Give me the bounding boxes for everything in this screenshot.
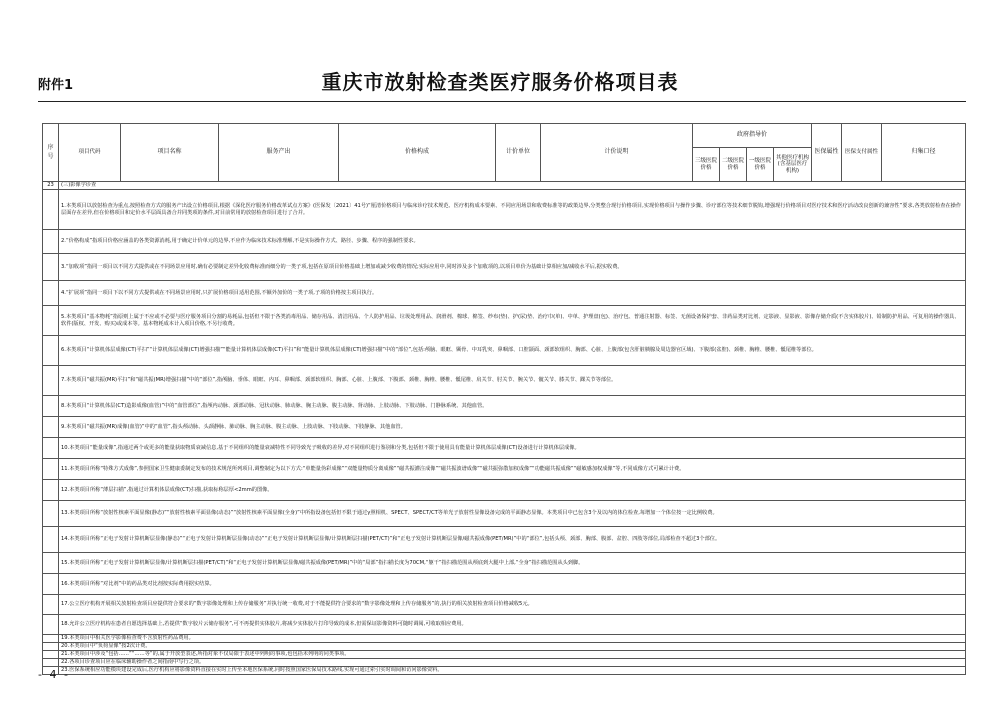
note-text: 14.本类项目所称“正电子发射计算机断层显像(静态)”“正电子发射计算机断层显像(动态)”“正电子发射计算机断层显像/计算机断层扫描(PET/CT)”和“正电子发射计算机断层显像/磁共振成像(PET/MR)”中的“部位”,包括头颅、颈部、胸部、腹部、盆腔、四肢等部位,局部检查不超过3个部位。 — [59, 527, 966, 553]
note-row — [43, 480, 966, 501]
note-text: 11.本类项目所称“特殊方式成像”,参照国家卫生健康委制定发布的技术规范所列项目,调整制定为以下方式:“单能量伪彩成像”“双能量物质分离成像”“磁共振灌注成像”“磁共振波谱成像”“磁共振弥散加权成像”“功能磁共振成像”“磁敏感加权成像”等,不同成像方式可累计计费。 — [59, 459, 966, 480]
note-row — [43, 396, 966, 417]
note-text: 21.本类项目中涉及“包括……”“……等”的,属于开放型表述,所指对象不仅局限于表述中列明的事项,也包括未列明的同类事项。 — [59, 651, 966, 659]
note-text: 13.本类项目所称“放射性核素平面显像(静态)”“放射性核素平面显像(动态)”“放射性核素平面显像(全身)”中所指设备包括但不限于通过γ照相机、SPECT、SPECT/CT等单光子放射性显像设备完成的平面静态显像。本类项目中已包含3个及以内的体位检查,每增加一个体位按一定比例收费。 — [59, 501, 966, 527]
col-header-gov-guide-price: 政府指导价 — [693, 124, 812, 148]
note-row — [43, 306, 966, 336]
note-row — [43, 574, 966, 595]
note-text: 16.本类项目所称“对比剂”中的药品类对比剂按实际费用据实结算。 — [59, 574, 966, 595]
title-divider — [38, 101, 966, 102]
note-row — [43, 595, 966, 615]
note-text: 6.本类项目“计算机体层成像(CT)平扫”“计算机体层成像(CT)增强扫描”“能量计算机体层成像(CT)平扫”和“能量计算机体层成像(CT)增强扫描”中的“部位”,包括:颅脑、眼眶、颞骨、中耳乳突、鼻咽部、口腔颌面、颈部软组织、胸部、心脏、上腹部(包含肝脏胰腺及周边器官区域)、下腹部(盆腔)、颈椎、胸椎、腰椎、骶尾椎等部位。 — [59, 336, 966, 366]
note-text: 9.本类项目“磁共振(MR)成像(血管)”中的“血管”,指头颅动脉、头颈静脉、肺动脉、胸主动脉、腹主动脉、上肢动脉、下肢动脉、下肢静脉、其他血管。 — [59, 417, 966, 438]
note-row — [43, 651, 966, 659]
note-row — [43, 615, 966, 635]
col-header-other: 其他医疗机构(含基层医疗机构) — [774, 148, 812, 182]
note-row — [43, 527, 966, 553]
note-text: 7.本类项目“磁共振(MR)平扫”和“磁共振(MR)增强扫描”中的“部位”,指颅脑、垂体、眼眶、内耳、鼻咽部、颈部软组织、胸部、心脏、上腹部、下腹部、颈椎、胸椎、腰椎、骶尾椎、肩关节、肘关节、腕关节、髋关节、膝关节、踝关节等部位。 — [59, 366, 966, 396]
note-text: 19.本类项目中相关医学影像检查费不含放射性药品费用。 — [59, 635, 966, 643]
note-text: 18.允许公立医疗机构在患者自愿选择基础上,若提供“数字胶片云储存服务”,可不再提供实体胶片,将减少实体胶片打印导致的成本,但需保证影像资料可随时调阅,可收取相应费用。 — [59, 615, 966, 635]
col-header-level2: 二级医院价格 — [720, 148, 747, 182]
note-text: 20.本类项目中“负荷显像”按2次计费。 — [59, 643, 966, 651]
col-header-content: 服务产出 — [219, 124, 339, 182]
note-row — [43, 254, 966, 281]
section-row — [43, 182, 966, 190]
note-row — [43, 667, 966, 675]
note-row — [43, 643, 966, 651]
col-header-seq: 序号 — [43, 124, 59, 182]
page-title: 重庆市放射检查类医疗服务价格项目表 — [321, 70, 679, 94]
section-label: (三)影像学诊查 — [59, 182, 966, 190]
note-row — [43, 336, 966, 366]
note-row — [43, 230, 966, 254]
attachment-label: 附件1 — [38, 78, 74, 93]
section-seq: 23 — [43, 182, 59, 190]
note-text: 23.医保系统相应功能模块建设完成后,医疗机构应将影像资料直接在实时上传至本地医保系统,同时按照国家医保局技术路线,实现可通过索引实时调阅和访问影像资料。 — [59, 667, 966, 675]
note-row — [43, 281, 966, 306]
note-row — [43, 635, 966, 643]
col-header-level1: 一级医院价格 — [747, 148, 774, 182]
note-text: 8.本类项目“计算机体层(CT)造影成像(血管)”中的“血管部位”,指颅内动脉、颈部动脉、冠状动脉、肺动脉、胸主动脉、腹主动脉、肾动脉、上肢动脉、下肢动脉、门静脉系统、其他血管。 — [59, 396, 966, 417]
note-text: 3.“加收项”指同一项目以不同方式提供或在不同场景应用时,确有必要制定差异化收费标准而细分的一类子项,包括在原项目价格基础上增加或减少收费的情况;实际应用中,同时涉及多个加收项的,以项目单价为基础计算相应加/减收水平后,据实收费。 — [59, 254, 966, 281]
note-text: 2.“价格构成”指项目价格应涵盖的各类资源消耗,用于确定计价单元的边界,不应作为临床技术标准理解,不是实际操作方式、路径、步骤、程序的强制性要求。 — [59, 230, 966, 254]
col-header-description: 计价说明 — [541, 124, 693, 182]
note-row — [43, 366, 966, 396]
note-row — [43, 438, 966, 459]
note-row — [43, 190, 966, 230]
col-header-insurance: 医保属性 — [812, 124, 842, 182]
note-row — [43, 553, 966, 574]
note-row — [43, 501, 966, 527]
note-text: 12.本类项目所称“薄层扫描”,指通过计算机体层成像(CT)扫描,获取标称层厚<2mm的图像。 — [59, 480, 966, 501]
col-header-level3: 三级医院价格 — [693, 148, 720, 182]
col-header-payment: 医保支付属性 — [842, 124, 882, 182]
note-text: 10.本类项目“能量成像”,指通过两个或更多的能量获取物质衰减信息,基于不同组织的能量衰减特性不同导致光子吸收的差异,对不同组织进行鉴别和分类,包括但不限于使用具有能量计算机体层成像(CT)设备进行计算机体层成像。 — [59, 438, 966, 459]
col-header-price-composition: 价格构成 — [339, 124, 496, 182]
note-row — [43, 659, 966, 667]
note-text: 1.本类项目以放射检查为重点,按照检查方式的服务产出设立价格项目,根据《深化医疗服务价格改革试点方案》(医保发〔2021〕41号)“厘清价格项目与临床诊疗技术规范、医疗机构成本要素、不同应用场景和收费标准等的政策边界,分类整合现行价格项目,实现价格项目与操作步骤、诊疗部位等技术细节脱钩,增强现行价格项目对医疗技术和医疗活动改良创新的兼容性”要求,各类放射检查在操作层面存在差异,但在价格项目和定价水平层面具备合并同类项的条件,对目前常用的放射检查项目进行了合并。 — [59, 190, 966, 230]
col-header-name: 项目名称 — [121, 124, 219, 182]
col-header-unit: 计价单位 — [496, 124, 541, 182]
note-row — [43, 459, 966, 480]
note-text: 4.“扩展项”指同一项目下以不同方式提供或在不同场景应用时,只扩展价格项目适用范围,不额外加价的一类子项,子项的价格按主项目执行。 — [59, 281, 966, 306]
page-number: - 4 - — [38, 668, 70, 681]
note-text: 15.本类项目所称“正电子发射计算机断层显像/计算机断层扫描(PET/CT)”和“正电子发射计算机断层显像/磁共振成像(PET/MR)”中的“局部”指扫描长度为70CM,“躯干”指扫描范围从颅底到大腿中上部,“全身”指扫描范围从头到脚。 — [59, 553, 966, 574]
note-text: 22.各项目诊查项目应在临床辅助操作者之间指南中写行之项。 — [59, 659, 966, 667]
col-header-code: 项目代码 — [59, 124, 121, 182]
note-text: 17.公立医疗机构开展相关放射检查项目应提供符合要求的“数字影像处理和上传存储服务”并执行统一收费,对于不能提供符合要求的“数字影像处理和上传存储服务”的,执行的相关放射检查项目价格减收5元。 — [59, 595, 966, 615]
note-row — [43, 417, 966, 438]
note-text: 5.本类项目“基本物耗”指原则上属于不应或不必要与医疗服务项目分割的易耗品,包括但不限于各类消毒用品、储存用品、清洁用品、个人防护用品、垃圾处理用品、润滑剂、棉球、棉签、纱布(垫)、护(尿)垫、治疗巾(单)、中单、护理盘(包)、治疗包、普通注射器、标签、无菌设备保护套、非药品类对比剂、定影液、显影液、影像存储介质(不含实体胶片)、铅制防护用品、可复用的操作器具、软件(版权、开发、购买)或成本等。基本物耗成本计入项目价格,不另行收费。 — [59, 306, 966, 336]
col-header-dept: 归集口径 — [882, 124, 966, 182]
price-items-table — [42, 123, 966, 675]
header-row-top — [43, 124, 966, 148]
